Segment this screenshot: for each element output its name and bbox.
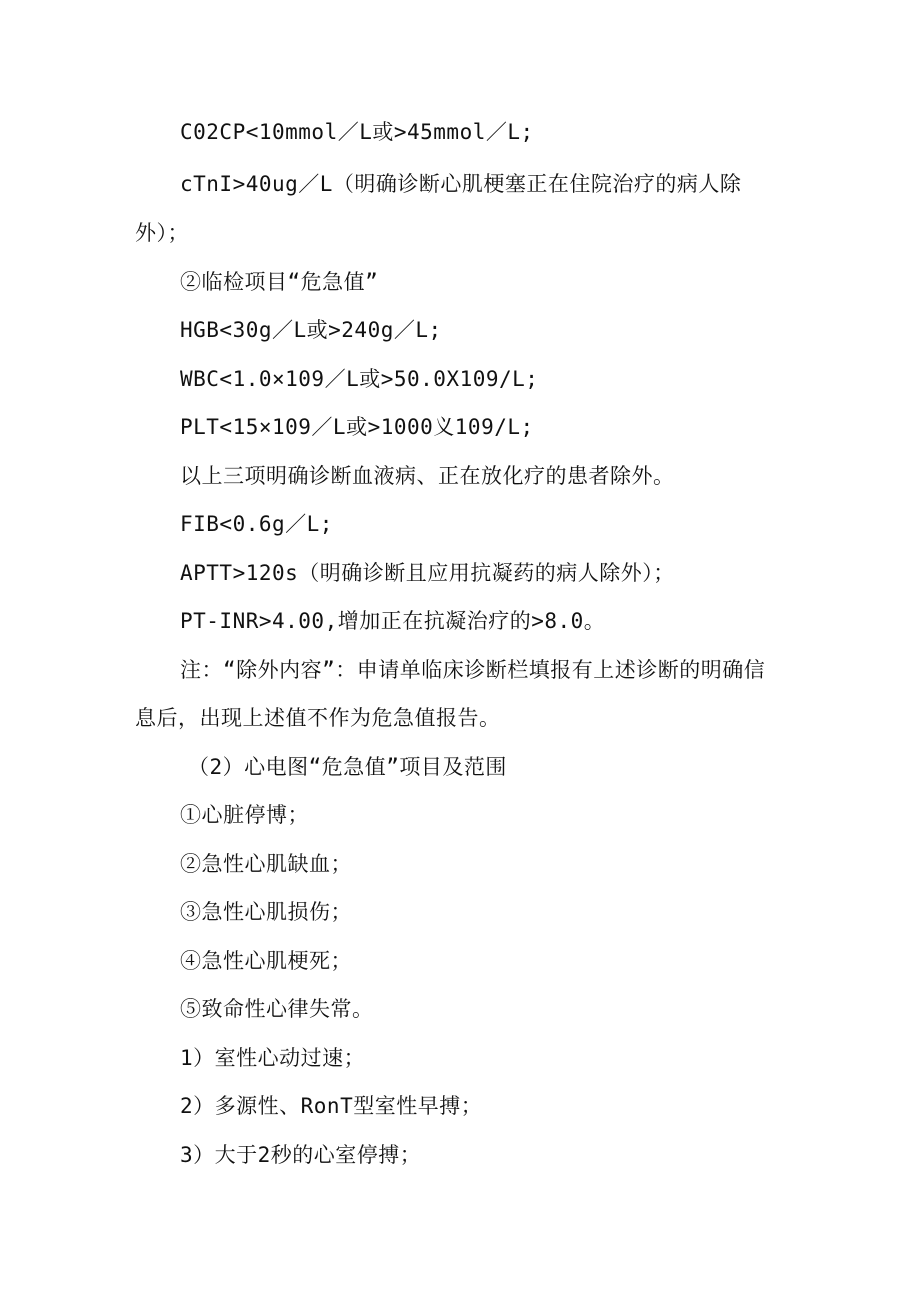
text-line-fib: FIB<0.6g／L; [180,512,333,536]
text-line-acute-injury: ③急性心肌损伤； [180,900,352,924]
text-line-exclusion-note: 以上三项明确诊断血液病、正在放化疗的患者除外。 [180,464,675,488]
text-line-ctni-continued: 外）； [135,221,189,245]
text-line-ventricular-pause: 3）大于2秒的心室停搏； [180,1143,422,1167]
text-line-ctni: cTnI>40ug／L（明确诊断心肌梗塞正在住院治疗的病人除 [180,172,742,196]
text-line-note: 注：“除外内容”：申请单临床诊断栏填报有上述诊断的明确信 [180,658,766,682]
text-line-vt: 1）室性心动过速； [180,1046,366,1070]
text-line-acute-ischemia: ②急性心肌缺血； [180,852,352,876]
section-heading-ecg: （2）心电图“危急值”项目及范围 [188,755,507,779]
text-line-wbc: WBC<1.0×109／L或>50.0X109/L; [180,367,539,391]
text-line-co2cp: C02CP<10mmol／L或>45mmol／L; [180,120,534,144]
text-line-cardiac-arrest: ①心脏停博； [180,803,309,827]
text-line-plt: PLT<15×109／L或>1000义109/L; [180,415,534,439]
text-line-acute-infarction: ④急性心肌梗死； [180,949,352,973]
text-line-pvc: 2）多源性、RonT型室性早搏； [180,1094,483,1118]
text-line-hgb: HGB<30g／L或>240g／L; [180,318,442,342]
text-line-lab-critical-heading: ②临检项目“危急值” [180,270,379,294]
text-line-fatal-arrhythmia: ⑤致命性心律失常。 [180,997,374,1021]
text-line-pt-inr: PT-INR>4.00,增加正在抗凝治疗的>8.0。 [180,609,606,633]
text-line-aptt: APTT>120s（明确诊断且应用抗凝药的病人除外）； [180,561,675,585]
text-line-note-continued: 息后，出现上述值不作为危急值报告。 [135,706,501,730]
